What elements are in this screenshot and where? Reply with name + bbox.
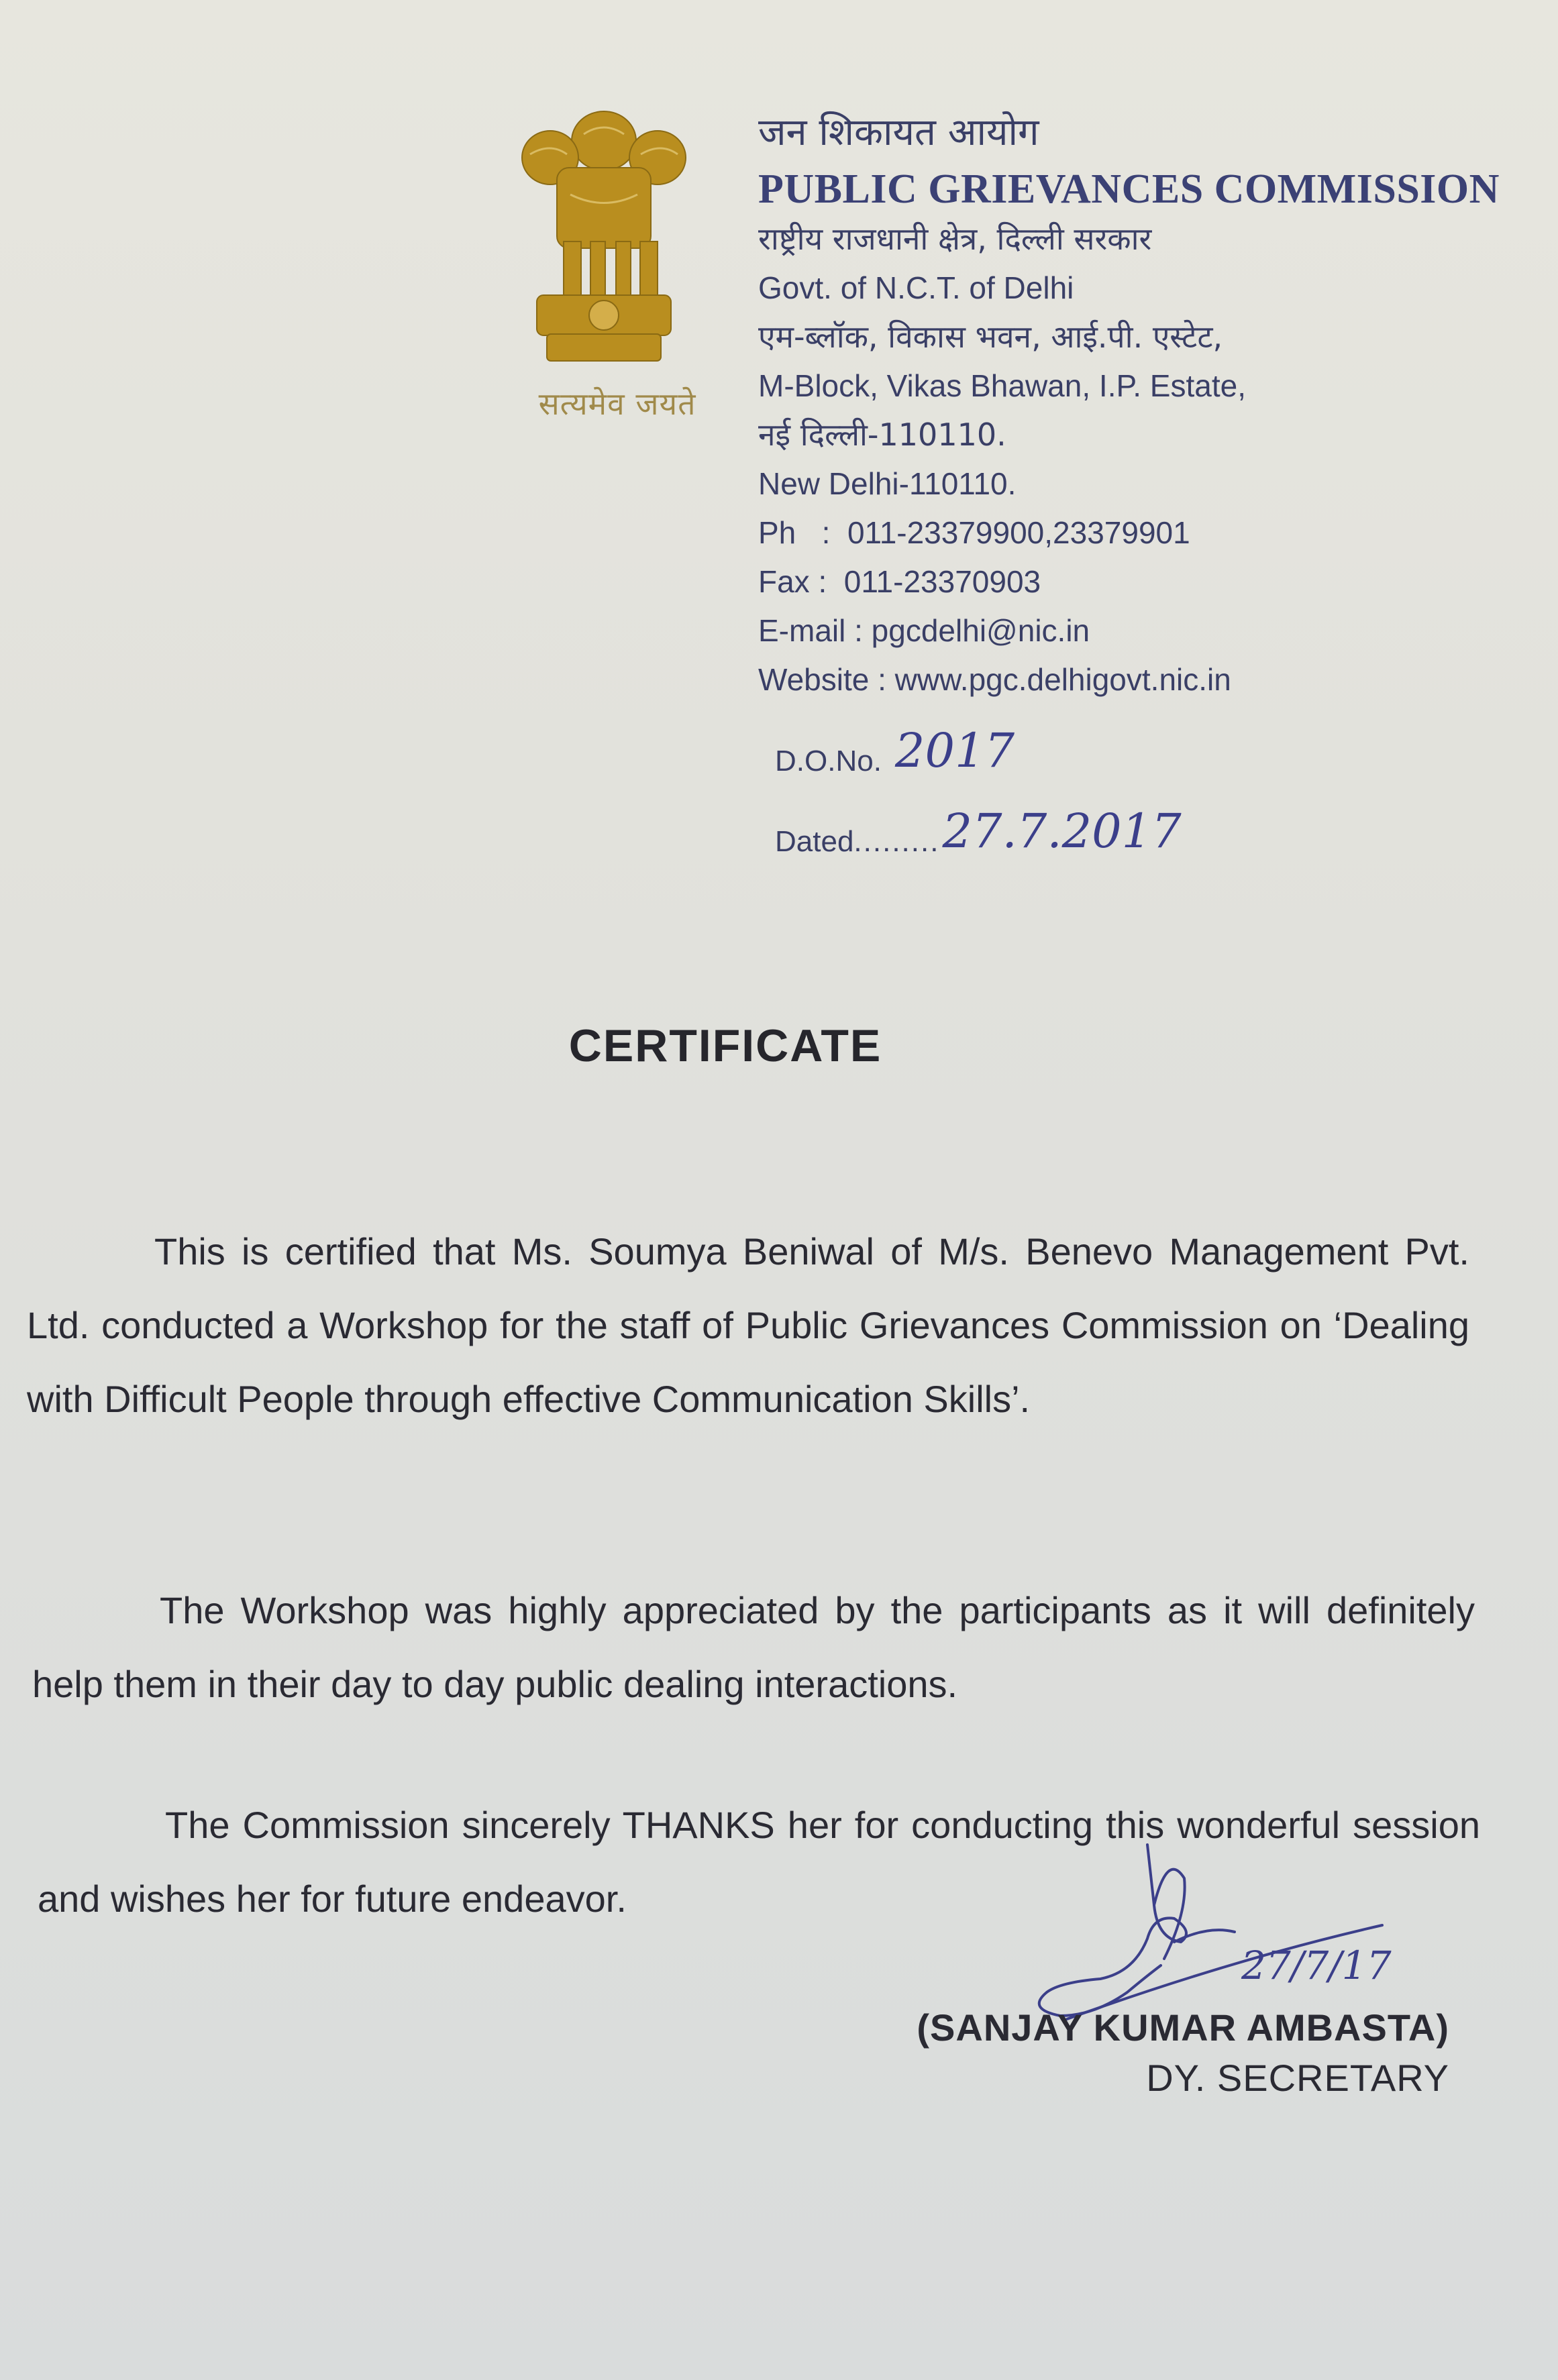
letterhead bbox=[758, 107, 1530, 704]
email-address: E-mail : pgcdelhi@nic.in bbox=[758, 613, 1090, 648]
certificate-title bbox=[0, 1020, 1558, 1072]
reference-block bbox=[775, 698, 1182, 859]
dated-dots: ......... bbox=[853, 825, 940, 858]
dated-label: Dated bbox=[775, 825, 854, 858]
signatory-name: (SANJAY KUMAR AMBASTA) bbox=[917, 2006, 1449, 2049]
city-hindi: नई दिल्ली-110110. bbox=[758, 417, 1006, 453]
dated-row bbox=[775, 778, 1182, 859]
address-english: M-Block, Vikas Bhawan, I.P. Estate, bbox=[758, 368, 1246, 403]
govt-hindi: राष्ट्रीय राजधानी क्षेत्र, दिल्ली सरकार bbox=[758, 221, 1152, 257]
paragraph-1: This is certified that Ms. Soumya Beniwal of M/s. Benevo Management Pvt. Ltd. conducted a Workshop for the staff of Public Grievances Commission on ‘Dealing with Difficult People through effective Communication Skills’. bbox=[27, 1230, 1469, 1420]
certificate-title-text: CERTIFICATE bbox=[568, 1020, 882, 1071]
website-address: Website : www.pgc.delhigovt.nic.in bbox=[758, 662, 1231, 697]
fax-number: Fax : 011-23370903 bbox=[758, 564, 1041, 599]
dated-value: 27.7.2017 bbox=[942, 804, 1182, 859]
do-number-label: D.O.No. bbox=[775, 745, 882, 777]
paragraph-3: The Commission sincerely THANKS her for conducting this wonderful session and wishes her for future endeavor. bbox=[38, 1804, 1480, 1920]
emblem-motto: सत्यमेव जयते bbox=[538, 386, 696, 422]
state-emblem-icon bbox=[510, 94, 698, 389]
do-number-row bbox=[775, 698, 1182, 778]
title-hindi: जन शिकायत आयोग bbox=[758, 111, 1039, 154]
city-english: New Delhi-110110. bbox=[758, 466, 1017, 501]
do-number-value: 2017 bbox=[894, 723, 1015, 778]
signatory-designation: DY. SECRETARY bbox=[1146, 2057, 1449, 2099]
paragraph-2: The Workshop was highly appreciated by the participants as it will definitely help them in their day to day public dealing interactions. bbox=[32, 1589, 1475, 1705]
govt-english: Govt. of N.C.T. of Delhi bbox=[758, 270, 1074, 305]
signature-date: 27/7/17 bbox=[1241, 1943, 1392, 1988]
phone-number: Ph : 011-23379900,23379901 bbox=[758, 515, 1190, 550]
address-hindi: एम-ब्लॉक, विकास भवन, आई.पी. एस्टेट, bbox=[758, 319, 1223, 355]
title-english: PUBLIC GRIEVANCES COMMISSION bbox=[758, 166, 1500, 212]
